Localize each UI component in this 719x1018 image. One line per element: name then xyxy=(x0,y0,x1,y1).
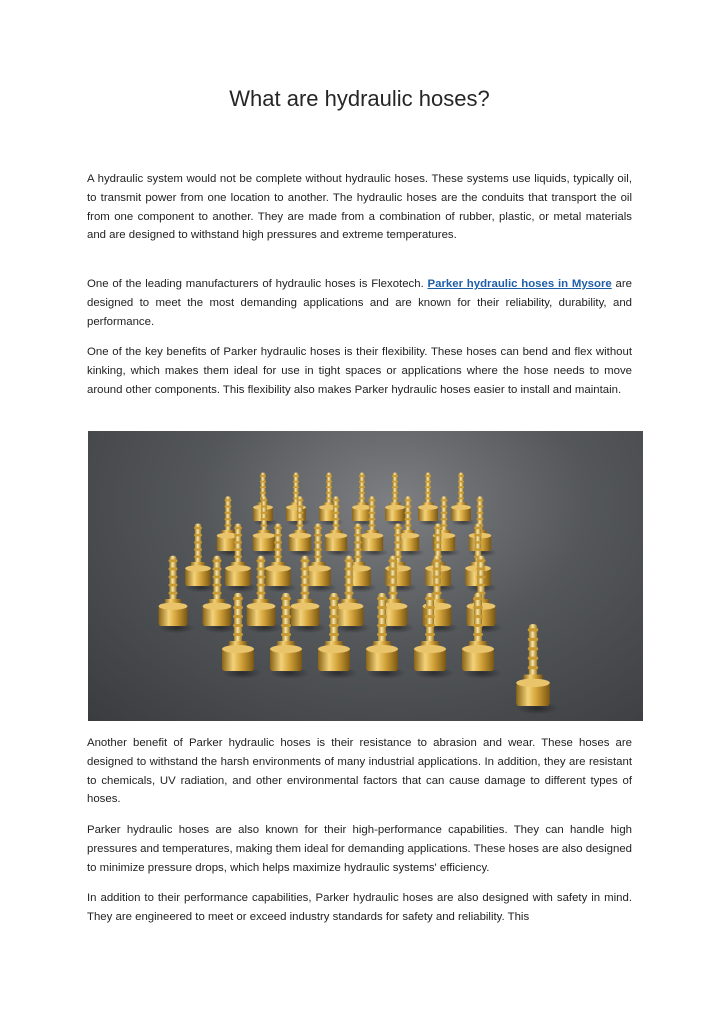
brass-fittings-photo xyxy=(88,431,643,721)
paragraph-performance: Parker hydraulic hoses are also known for their high-performance capabilities. They can handle high pressures and temperatures, making them ideal for demanding applications. These hoses are also designed to minimize pressure drops, which helps maximize hydraulic systems' efficiency. xyxy=(87,824,632,874)
paragraph-text-before-link: One of the leading manufacturers of hydraulic hoses is Flexotech. xyxy=(87,278,428,290)
paragraph-safety: In addition to their performance capabilities, Parker hydraulic hoses are also designed with safety in mind. They are engineered to meet or exceed industry standards for safety and reliability. This xyxy=(87,892,632,923)
brass-fitting xyxy=(516,624,558,714)
brass-fitting xyxy=(319,473,344,526)
brass-fitting xyxy=(451,473,476,526)
paragraph-manufacturer xyxy=(87,275,632,331)
parker-hoses-mysore-link[interactable]: Parker hydraulic hoses in Mysore xyxy=(427,278,612,290)
brass-fitting xyxy=(469,496,497,556)
paragraph-abrasion: Another benefit of Parker hydraulic hoses is their resistance to abrasion and wear. These hoses are designed to withstand the harsh environments of many industrial applications. In addition, they are resistant to chemicals, UV radiation, and other environmental factors that can cause damage to different types of hoses. xyxy=(87,737,632,806)
paragraph-flexibility: One of the key benefits of Parker hydraulic hoses is their flexibility. These hoses can bend and flex without kinking, which makes them ideal for use in tight spaces or applications where the hose needs to move around other components. This flexibility also makes Parker hydraulic hoses easier to install and maintain. xyxy=(87,346,632,396)
fittings-illustration xyxy=(88,431,643,721)
paragraph-intro: A hydraulic system would not be complete without hydraulic hoses. These systems use liquids, typically oil, to transmit power from one location to another. The hydraulic hoses are the conduits that transport the oil from one component to another. They are made from a combination of rubber, plastic, or metal materials and are designed to withstand high pressures and extreme temperatures. xyxy=(87,173,632,242)
paragraph-text-after-link: are designed to meet the most demanding applications and are known for their reliability, durability, and performance. xyxy=(87,278,632,328)
brass-fitting xyxy=(185,524,217,593)
page-title: What are hydraulic hoses? xyxy=(229,86,490,111)
brass-fitting xyxy=(418,473,443,526)
